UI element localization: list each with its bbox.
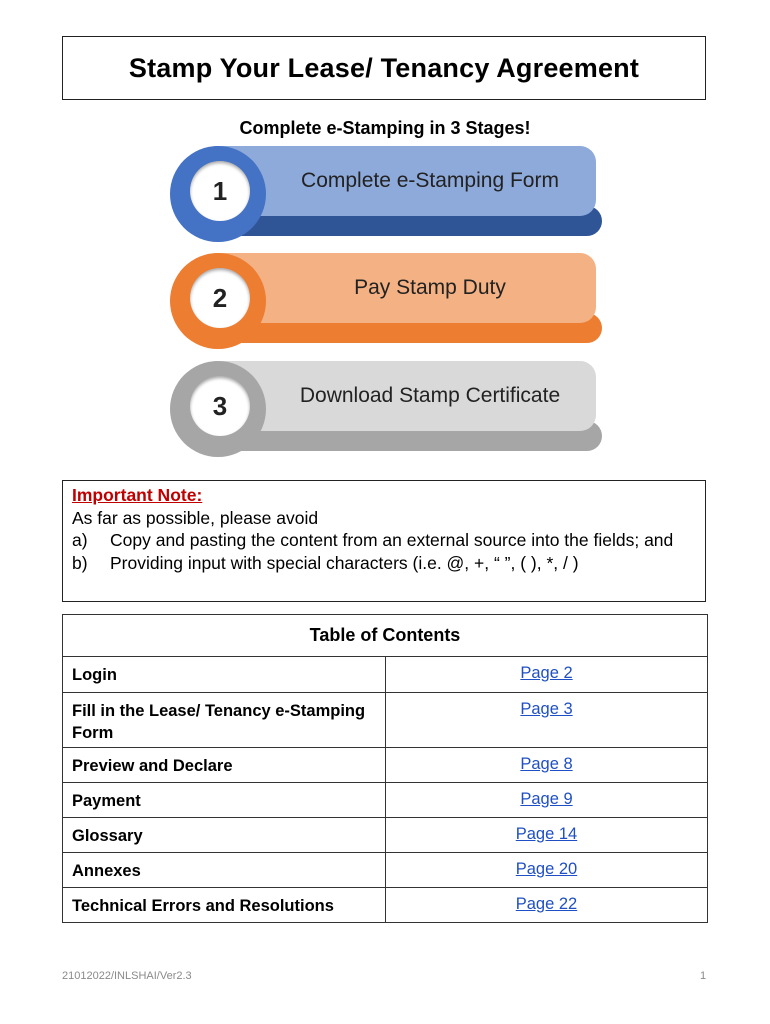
toc-page-link[interactable]: Page 3 <box>386 693 708 748</box>
stage-1-number: 1 <box>212 176 228 206</box>
important-note <box>62 480 706 602</box>
toc-section: Glossary <box>63 818 386 853</box>
toc-header-row <box>63 615 708 657</box>
note-intro: As far as possible, please avoid <box>72 507 319 528</box>
toc-page-link[interactable]: Page 22 <box>386 888 708 923</box>
note-item-marker: a) <box>72 530 88 550</box>
stages-heading: Complete e-Stamping in 3 Stages! <box>239 118 531 138</box>
page-title: Stamp Your Lease/ Tenancy Agreement <box>62 36 706 100</box>
table-row <box>63 657 708 693</box>
stage-3 <box>170 361 602 461</box>
toc-section: Annexes <box>63 853 386 888</box>
toc-page-link[interactable]: Page 14 <box>386 818 708 853</box>
table-row <box>63 818 708 853</box>
stage-1 <box>170 146 602 246</box>
toc-page-link[interactable]: Page 2 <box>386 657 708 693</box>
toc-section: Fill in the Lease/ Tenancy e-Stamping Form <box>63 693 386 748</box>
toc-section: Payment <box>63 783 386 818</box>
stage-3-label: Download Stamp Certificate <box>299 384 561 407</box>
table-row <box>63 748 708 783</box>
page-number: 1 <box>700 970 707 982</box>
note-item <box>72 529 695 552</box>
stage-2 <box>170 253 602 353</box>
table-row <box>63 693 708 748</box>
note-item-text: Providing input with special characters (i.e. @, +, “ ”, ( ), *, / ) <box>110 552 579 573</box>
toc-page-link[interactable]: Page 20 <box>386 853 708 888</box>
stage-3-number: 3 <box>212 391 228 421</box>
note-item-text: Copy and pasting the content from an external source into the fields; and <box>110 530 674 550</box>
table-row <box>63 853 708 888</box>
table-of-contents <box>62 614 708 923</box>
toc-page-link[interactable]: Page 8 <box>386 748 708 783</box>
note-item-marker: b) <box>72 552 88 573</box>
stage-1-label: Complete e-Stamping Form <box>301 169 559 192</box>
table-row <box>63 888 708 923</box>
toc-section: Technical Errors and Resolutions <box>63 888 386 923</box>
stage-2-number: 2 <box>212 283 228 313</box>
toc-heading: Table of Contents <box>63 615 708 657</box>
stage-2-label: Pay Stamp Duty <box>354 276 506 299</box>
note-item <box>72 552 695 575</box>
note-title: Important Note: <box>72 485 203 505</box>
document-reference: 21012022/INLSHAI/Ver2.3 <box>62 970 192 982</box>
toc-section: Login <box>63 657 386 693</box>
table-row <box>63 783 708 818</box>
toc-section: Preview and Declare <box>63 748 386 783</box>
toc-page-link[interactable]: Page 9 <box>386 783 708 818</box>
